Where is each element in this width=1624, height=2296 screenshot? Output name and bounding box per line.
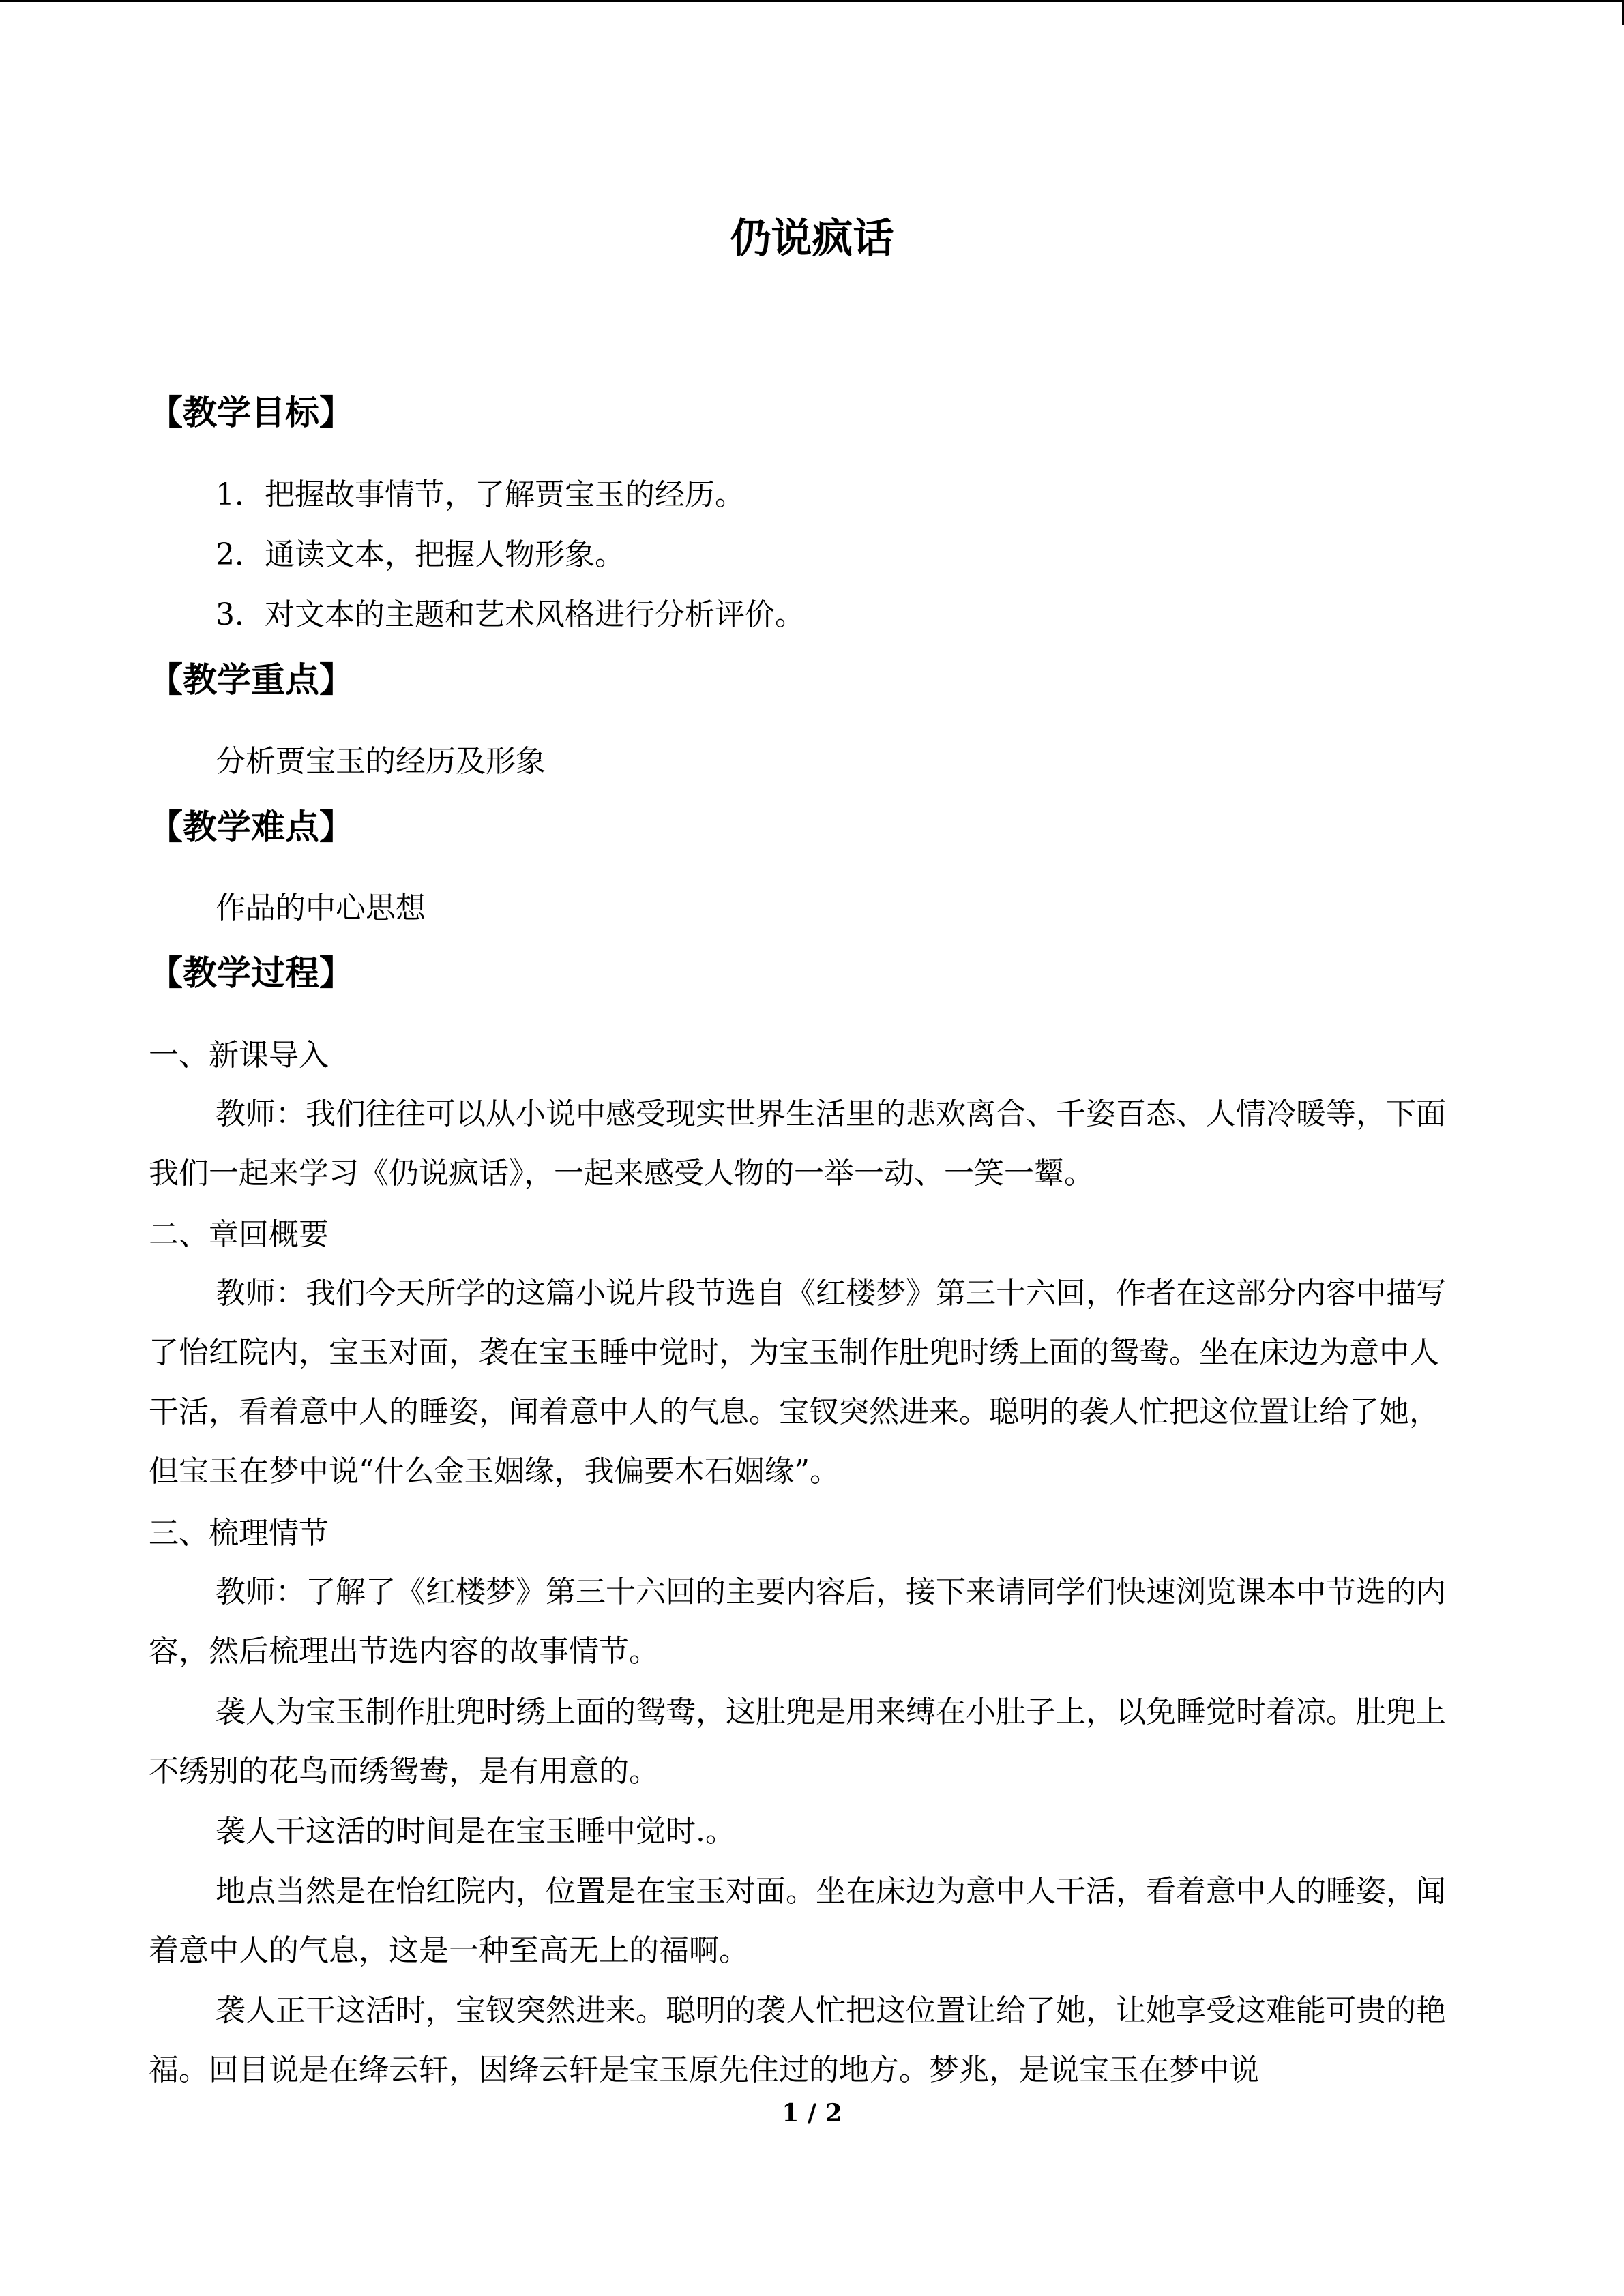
process-part1-heading: 一、新课导入 xyxy=(149,1038,329,1073)
top-border-line xyxy=(0,0,1624,2)
heading-key-points: 【教学重点】 xyxy=(149,660,353,700)
heading-teaching-process: 【教学过程】 xyxy=(149,953,353,993)
goal-item-3: 3．对文本的主题和艺术风格进行分析评价。 xyxy=(216,597,805,632)
heading-difficulties: 【教学难点】 xyxy=(149,807,353,847)
process-part3-paragraph-1: 教师：了解了《红楼梦》第三十六回的主要内容后，接下来请同学们快速浏览课本中节选的内容，然后梳理出节选内容的故事情节。 xyxy=(149,1575,1446,1669)
page-number: 1 / 2 xyxy=(782,2099,842,2128)
process-part2-paragraph: 教师：我们今天所学的这篇小说片段节选自《红楼梦》第三十六回，作者在这部分内容中描写了怡红院内，宝玉对面，袭在宝玉睡中觉时，为宝玉制作肚兜时绣上面的鸳鸯。坐在床边为意中人干活，看着意中人的睡姿，闻着意中人的气息。宝钗突然进来。聪明的袭人忙把这位置让给了她，但宝玉在梦中说“什么金玉姻缘，我偏要木石姻缘”。 xyxy=(149,1276,1446,1489)
page-title: 仍说疯话 xyxy=(730,215,894,263)
process-part1-paragraph: 教师：我们往往可以从小说中感受现实世界生活里的悲欢离合、千姿百态、人情冷暖等，下面我们一起来学习《仍说疯话》，一起来感受人物的一举一动、一笑一颦。 xyxy=(149,1097,1446,1191)
goal-item-1: 1．把握故事情节，了解贾宝玉的经历。 xyxy=(216,477,745,512)
process-part2-heading: 二、章回概要 xyxy=(149,1217,329,1252)
key-points-text: 分析贾宝玉的经历及形象 xyxy=(216,744,546,779)
process-part3-heading: 三、梳理情节 xyxy=(149,1516,329,1551)
heading-teaching-goals: 【教学目标】 xyxy=(149,393,353,432)
process-part3-paragraph-3: 袭人干这活的时间是在宝玉睡中觉时.。 xyxy=(216,1814,735,1849)
difficulties-text: 作品的中心思想 xyxy=(216,891,426,925)
goal-item-2: 2．通读文本，把握人物形象。 xyxy=(216,537,625,572)
process-part3-paragraph-4: 地点当然是在怡红院内，位置是在宝玉对面。坐在床边为意中人干活，看着意中人的睡姿，闻着意中人的气息，这是一种至高无上的福啊。 xyxy=(149,1874,1446,1968)
process-part3-paragraph-5: 袭人正干这活时，宝钗突然进来。聪明的袭人忙把这位置让给了她，让她享受这难能可贵的艳福。回目说是在绛云轩，因绛云轩是宝玉原先住过的地方。梦兆，是说宝玉在梦中说 xyxy=(149,1993,1446,2087)
process-part3-paragraph-2: 袭人为宝玉制作肚兜时绣上面的鸳鸯，这肚兜是用来缚在小肚子上，以免睡觉时着凉。肚兜上不绣别的花鸟而绣鸳鸯，是有用意的。 xyxy=(149,1695,1446,1789)
